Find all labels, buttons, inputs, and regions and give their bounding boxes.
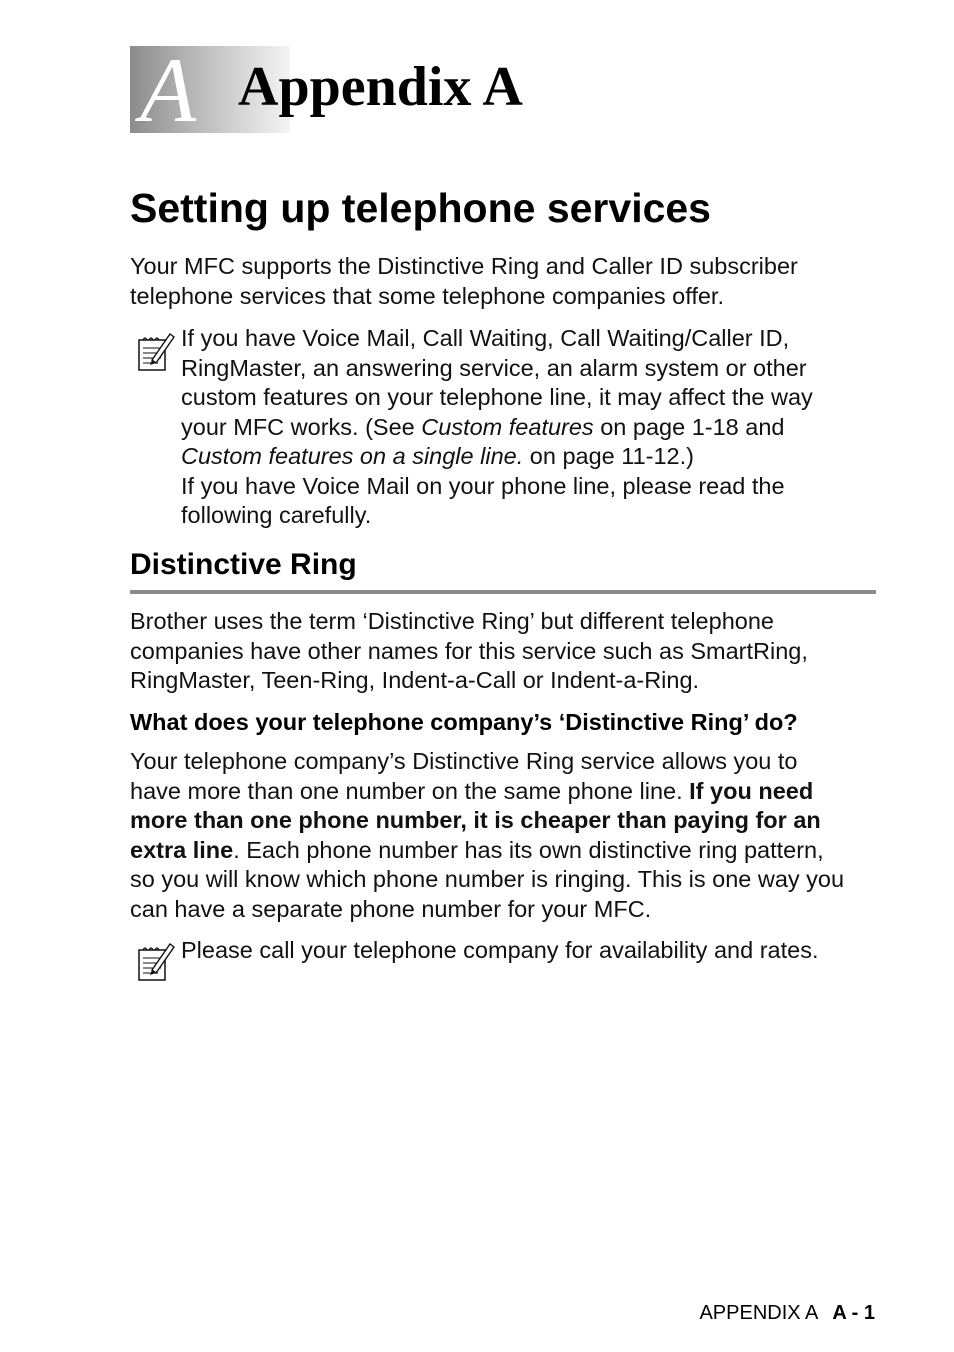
note-line: If you have Voice Mail on your phone line, please read the	[181, 472, 785, 499]
distinctive-ring-heading: Distinctive Ring	[130, 548, 357, 581]
custom-features-single-line-link[interactable]: Custom features on a single line.	[181, 443, 524, 469]
text-run: . Each phone number has its own distinctive ring pattern,	[233, 836, 824, 863]
intro-line: Your MFC supports the Distinctive Ring and Caller ID subscriber	[130, 253, 798, 279]
note-line: custom features on your telephone line, it may affect the way	[181, 384, 813, 410]
note-text-run: on page 1-18 and	[593, 413, 785, 440]
bold-text-run: If you need	[689, 777, 814, 804]
chapter-letter: A	[140, 39, 197, 141]
chapter-title: Appendix A	[238, 56, 523, 118]
note-pencil-icon	[136, 330, 176, 374]
paragraph-line: Your telephone company’s Distinctive Ring service allows you to	[130, 748, 798, 774]
paragraph-line: so you will know which phone number is ringing. This is one way you	[130, 866, 845, 892]
bold-text-run: more than one phone number, it is cheaper than paying for an	[130, 807, 821, 833]
paragraph-line: Brother uses the term ‘Distinctive Ring’ but different telephone	[130, 608, 774, 634]
note-pencil-icon	[136, 940, 176, 984]
note-line: If you have Voice Mail, Call Waiting, Call Waiting/Caller ID,	[181, 325, 790, 351]
footer-label: APPENDIX A	[699, 1302, 819, 1324]
distinctive-ring-subheading: What does your telephone company’s ‘Distinctive Ring’ do?	[130, 709, 798, 735]
note-text-run: your MFC works. (See	[181, 413, 422, 440]
custom-features-link[interactable]: Custom features	[421, 413, 594, 440]
distinctive-ring-body	[130, 747, 880, 924]
bold-text-run: extra line	[130, 836, 234, 863]
intro-line: telephone services that some telephone companies offer.	[130, 282, 724, 309]
note-line: Please call your telephone company for availability and rates.	[181, 937, 819, 963]
note-text-run: on page 11-12.)	[523, 443, 694, 469]
paragraph-line: RingMaster, Teen-Ring, Indent-a-Call or Indent-a-Ring.	[130, 667, 700, 693]
note-availability	[181, 936, 881, 966]
paragraph-line	[130, 836, 880, 866]
page-footer	[699, 1300, 875, 1326]
paragraph-line: companies have other names for this service such as SmartRing,	[130, 637, 808, 664]
paragraph-line: can have a separate phone number for your MFC.	[130, 895, 652, 922]
heading-rule	[130, 590, 876, 594]
paragraph-line	[130, 806, 880, 836]
page-number: A - 1	[832, 1302, 875, 1324]
intro-paragraph	[130, 252, 880, 311]
note-line	[181, 442, 881, 472]
text-run: have more than one number on the same phone line.	[130, 777, 690, 804]
note-line	[181, 413, 881, 443]
paragraph-line	[130, 777, 880, 807]
section-heading: Setting up telephone services	[130, 185, 711, 231]
note-line: RingMaster, an answering service, an alarm system or other	[181, 354, 807, 381]
note-voice-mail	[181, 324, 881, 531]
note-line: following carefully.	[181, 502, 372, 528]
distinctive-ring-intro	[130, 607, 880, 696]
